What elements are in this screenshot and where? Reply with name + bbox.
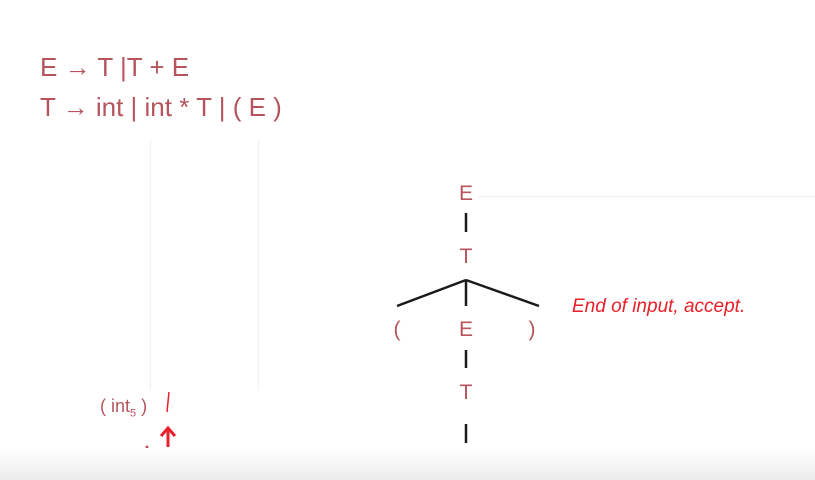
grammar-rule-e: E → T |T + E bbox=[40, 52, 190, 82]
input-cursor-bar bbox=[167, 392, 169, 412]
grammar-rule-t: T → int | int * T | ( E ) bbox=[40, 92, 282, 122]
tree-node-e: E bbox=[458, 318, 474, 341]
up-arrow-icon bbox=[161, 428, 175, 447]
tree-node-lparen: ( bbox=[393, 318, 401, 341]
accept-message: End of input, accept. bbox=[572, 296, 746, 317]
tree-node-t: T bbox=[459, 245, 473, 268]
input-prefix: ( int bbox=[100, 396, 131, 416]
bottom-shade bbox=[0, 448, 815, 480]
tree-node-rparen: ) bbox=[528, 318, 536, 341]
input-subscript: 5 bbox=[130, 407, 137, 420]
edge-t-rparen bbox=[466, 280, 539, 306]
tree-node-t2: T bbox=[459, 381, 473, 404]
edge-t-lparen bbox=[397, 280, 466, 306]
tree-node-e-root: E bbox=[458, 182, 474, 205]
input-suffix: ) bbox=[136, 396, 148, 416]
input-string bbox=[100, 396, 147, 420]
